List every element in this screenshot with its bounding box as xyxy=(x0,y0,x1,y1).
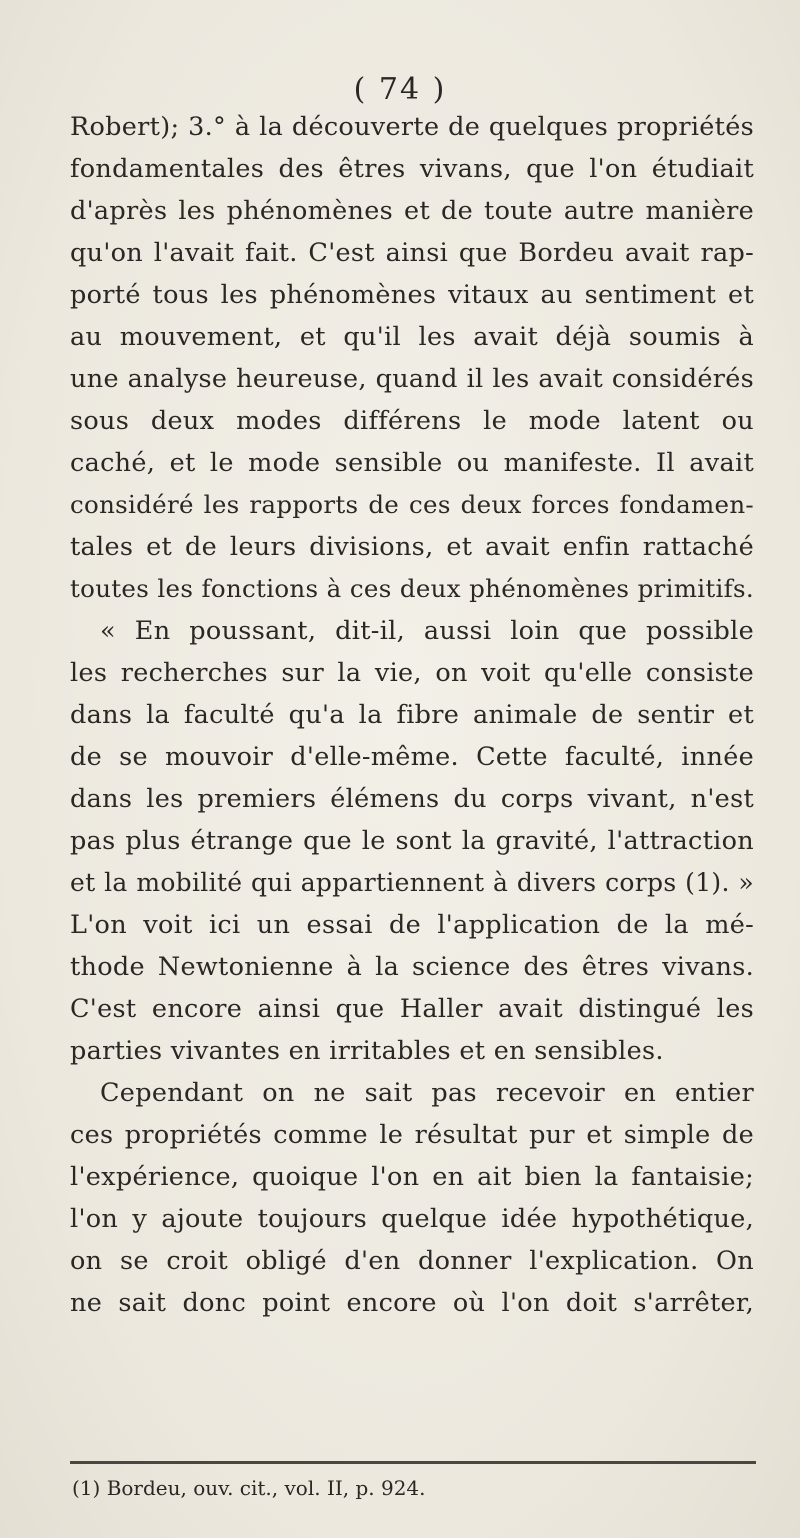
text-line: l'expérience, quoique l'on en ait bien la fantaisie; xyxy=(70,1162,754,1192)
text-line: ne sait donc point encore où l'on doit s'arrêter, xyxy=(70,1288,754,1318)
text-line: L'on voit ici un essai de l'application de la mé- xyxy=(70,910,754,940)
page-number: ( 74 ) xyxy=(353,72,447,107)
text-line: au mouvement, et qu'il les avait déjà soumis à xyxy=(70,322,754,352)
text-line: d'après les phénomènes et de toute autre manière xyxy=(70,196,754,226)
text-line: ces propriétés comme le résultat pur et simple de xyxy=(70,1120,754,1150)
text-line: caché, et le mode sensible ou manifeste. Il avait xyxy=(70,448,754,478)
text-line: C'est encore ainsi que Haller avait distingué les xyxy=(70,994,754,1024)
text-line: toutes les fonctions à ces deux phénomènes primitifs. xyxy=(70,574,754,603)
text-line: dans les premiers élémens du corps vivant, n'est xyxy=(70,784,754,814)
text-line: tales et de leurs divisions, et avait enfin rattaché xyxy=(70,532,754,562)
text-line: considéré les rapports de ces deux forces fondamen- xyxy=(70,490,754,519)
text-line: thode Newtonienne à la science des êtres vivans. xyxy=(70,952,754,982)
text-line: de se mouvoir d'elle-même. Cette faculté, innée xyxy=(70,742,754,772)
text-line: une analyse heureuse, quand il les avait considérés xyxy=(70,364,754,394)
text-line: les recherches sur la vie, on voit qu'elle consiste xyxy=(70,658,754,688)
text-line: parties vivantes en irritables et en sensibles. xyxy=(70,1036,664,1066)
text-line: et la mobilité qui appartiennent à divers corps (1). » xyxy=(70,868,754,897)
body-text xyxy=(70,106,754,1324)
text-line: Cependant on ne sait pas recevoir en entier xyxy=(100,1078,754,1108)
footnote-rule xyxy=(70,1461,756,1464)
text-line: dans la faculté qu'a la fibre animale de sentir et xyxy=(70,700,754,730)
footnote: (1) Bordeu, ouv. cit., vol. II, p. 924. xyxy=(72,1476,426,1500)
text-line: pas plus étrange que le sont la gravité, l'attraction xyxy=(70,826,754,856)
text-line: « En poussant, dit-il, aussi loin que possible xyxy=(100,616,754,646)
text-line: qu'on l'avait fait. C'est ainsi que Bordeu avait rap- xyxy=(70,238,754,268)
text-line: sous deux modes différens le mode latent ou xyxy=(70,406,754,436)
text-line: fondamentales des êtres vivans, que l'on étudiait xyxy=(70,154,754,184)
text-line: Robert); 3.° à la découverte de quelques propriétés xyxy=(70,112,754,142)
text-line: on se croit obligé d'en donner l'explication. On xyxy=(70,1246,754,1276)
text-line: porté tous les phénomènes vitaux au sentiment et xyxy=(70,280,754,310)
text-line: l'on y ajoute toujours quelque idée hypothétique, xyxy=(70,1204,754,1234)
